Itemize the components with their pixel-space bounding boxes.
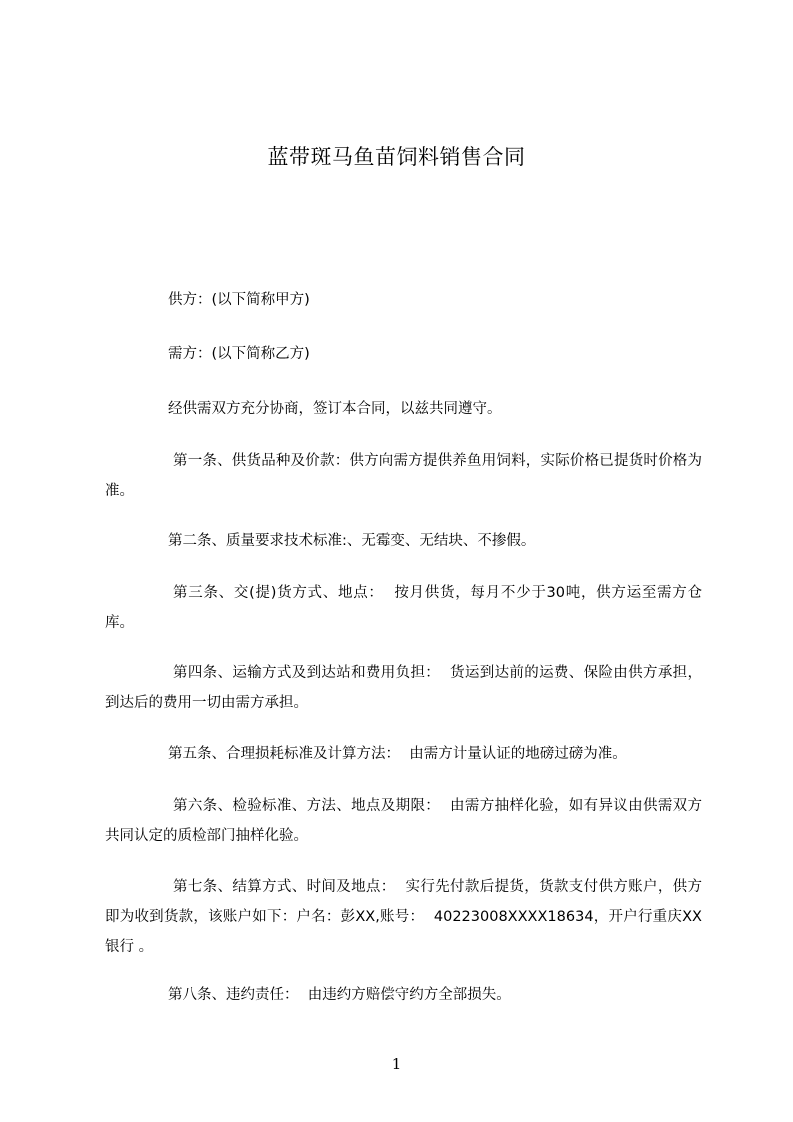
clause-1: 第一条、供货品种及价款：供方向需方提供养鱼用饲料，实际价格已提货时价格为准。 bbox=[105, 453, 702, 499]
clause-8: 第八条、违约责任： 由违约方赔偿守约方全部损失。 bbox=[168, 987, 511, 1003]
intro-paragraph: 经供需双方充分协商，签订本合同，以兹共同遵守。 bbox=[168, 401, 502, 417]
clause-4: 第四条、运输方式及到达站和费用负担： 货运到达前的运费、保险由供方承担，到达后的费用一切由需方承担。 bbox=[105, 665, 702, 711]
clause-5: 第五条、合理损耗标准及计算方法： 由需方计量认证的地磅过磅为准。 bbox=[168, 746, 627, 762]
buyer-line: 需方：(以下简称乙方) bbox=[168, 346, 310, 362]
clause-2: 第二条、质量要求技术标准:、无霉变、无结块、不掺假。 bbox=[168, 533, 536, 549]
clause-6: 第六条、检验标准、方法、地点及期限： 由需方抽样化验，如有异议由供需双方共同认定的质检部门抽样化验。 bbox=[105, 798, 702, 844]
clause-7: 第七条、结算方式、时间及地点： 实行先付款后提货，货款支付供方账户，供方即为收到货款，该账户如下：户名：彭XX,账号： 40223008XXXX18634，开户行重庆XX银行 。 bbox=[105, 879, 702, 955]
supplier-line: 供方：(以下简称甲方) bbox=[168, 292, 310, 308]
document-title: 蓝带斑马鱼苗饲料销售合同 bbox=[267, 145, 526, 169]
clause-3: 第三条、交(提)货方式、地点： 按月供货，每月不少于30吨，供方运至需方仓库。 bbox=[105, 585, 702, 631]
page-number: 1 bbox=[391, 1055, 402, 1073]
